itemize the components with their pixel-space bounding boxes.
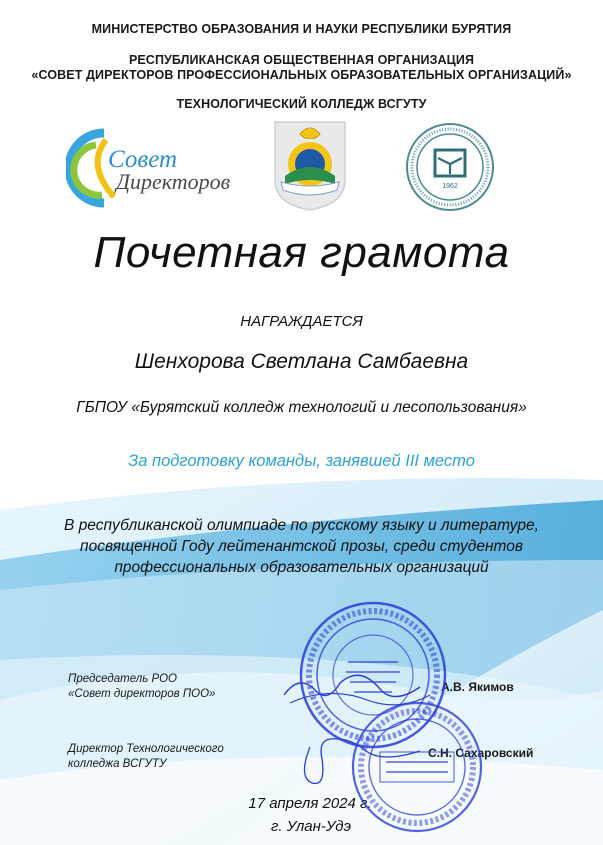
sovet-word: Совет [108,146,178,173]
direktorov-word: Директоров [116,169,231,194]
certificate-title: Почетная грамота [93,228,510,277]
award-description [0,515,603,578]
university-seal [405,122,495,212]
chair-label-line2: «Совет директоров ПОО» [68,688,216,700]
org-heading-line1: РЕСПУБЛИКАНСКАЯ ОБЩЕСТВЕННАЯ ОРГАНИЗАЦИЯ [128,53,475,67]
description-line-1: В республиканской олимпиаде по русскому языку и литературе, [64,517,539,534]
awarded-label: НАГРАЖДАЕТСЯ [240,313,363,330]
director-label-line2: колледжа ВСГУТУ [68,758,167,770]
issue-date: 17 апреля 2024 г. [248,795,372,812]
award-reason: За подготовку команды, занявшей III место [128,452,475,470]
org-heading-line2: «СОВЕТ ДИРЕКТОРОВ ПРОФЕССИОНАЛЬНЫХ ОБРАЗОВАТЕЛЬНЫХ ОРГАНИЗАЦИЙ» [31,68,572,82]
chair-signature-label [68,672,215,702]
director-label-line1: Директор Технологического [68,743,224,755]
ministry-heading: МИНИСТЕРСТВО ОБРАЗОВАНИЯ И НАУКИ РЕСПУБЛИКИ БУРЯТИЯ [91,22,512,36]
recipient-organization: ГБПОУ «Бурятский колледж технологий и лесопользования» [76,399,527,416]
description-line-2: посвященной Году лейтенантской прозы, среди студентов [80,538,523,555]
college-heading: ТЕХНОЛОГИЧЕСКИЙ КОЛЛЕДЖ ВСГУТУ [176,97,427,111]
director-name: С.Н. Сахаровский [428,746,534,760]
sovet-direktorov-logo [66,125,251,210]
director-signature-label [68,742,224,772]
chair-label-line1: Председатель РОО [68,673,178,685]
university-year: 1962 [442,183,458,190]
recipient-name: Шенхорова Светлана Самбаевна [134,350,469,373]
issue-city: г. Улан-Удэ [271,818,351,835]
buryatia-coat-of-arms [271,118,349,212]
chair-name: А.В. Якимов [441,680,514,694]
description-line-3: профессиональных образовательных организаций [114,559,489,576]
